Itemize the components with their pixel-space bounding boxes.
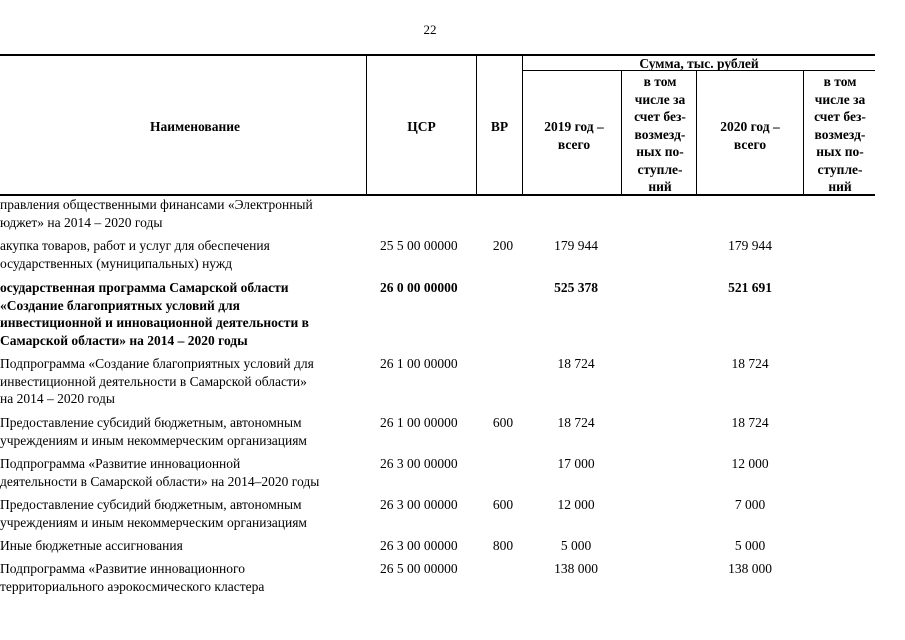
col-divider-2020-incl <box>803 70 804 195</box>
page-number: 22 <box>423 22 437 37</box>
row-name: Подпрограмма «Создание благоприятных условий для инвестиционной деятельности в Самарской области» на 2014 – 2020 годы <box>0 356 314 406</box>
row-csr: 26 3 00 00000 <box>380 456 458 471</box>
row-2019-total: 12 000 <box>557 497 595 512</box>
header-sum: Сумма, тыс. рублей <box>639 56 759 71</box>
row-csr: 26 0 00 00000 <box>380 280 458 295</box>
row-name: Предоставление субсидий бюджетным, автономным учреждениям и иным некоммерческим организациям <box>0 497 307 530</box>
row-2019-total: 179 944 <box>554 238 598 253</box>
header-2020-total: 2020 год – всего <box>720 119 780 152</box>
row-2019-total: 18 724 <box>557 356 595 371</box>
col-divider-2020 <box>696 70 697 195</box>
row-csr: 25 5 00 00000 <box>380 238 458 253</box>
row-2019-total: 138 000 <box>554 561 598 576</box>
row-2020-total: 18 724 <box>731 356 769 371</box>
row-2020-total: 18 724 <box>731 415 769 430</box>
row-vr: 800 <box>492 538 514 553</box>
header-2019-incl: в том числе за счет без-возмезд-ных по-ступле-ний <box>634 74 686 194</box>
row-2019-total: 18 724 <box>557 415 595 430</box>
row-vr: 200 <box>492 238 514 253</box>
header-csr: ЦСР <box>407 119 436 134</box>
row-name: осударственная программа Самарской области «Создание благоприятных условий для инвестиционной и инновационной деятельности в Самарской области» на 2014 – 2020 годы <box>0 280 309 348</box>
row-csr: 26 1 00 00000 <box>380 356 458 371</box>
row-name: Подпрограмма «Развитие инновационного территориального аэрокосмического кластера <box>0 561 265 594</box>
row-2020-total: 7 000 <box>734 497 766 512</box>
row-2019-total: 525 378 <box>554 280 598 295</box>
row-2019-total: 5 000 <box>560 538 592 553</box>
row-name: акупка товаров, работ и услуг для обеспечения осударственных (муниципальных) нужд <box>0 238 270 271</box>
row-2020-total: 179 944 <box>728 238 772 253</box>
header-vr: ВР <box>490 119 509 134</box>
row-name: правления общественными финансами «Электронный юджет» на 2014 – 2020 годы <box>0 197 313 230</box>
col-divider-2019-incl <box>621 70 622 195</box>
row-csr: 26 1 00 00000 <box>380 415 458 430</box>
row-2020-total: 521 691 <box>728 280 772 295</box>
row-name: Иные бюджетные ассигнования <box>0 538 183 553</box>
header-2019-total: 2019 год – всего <box>544 119 604 152</box>
row-name: Подпрограмма «Развитие инновационной деятельности в Самарской области» на 2014–2020 годы <box>0 456 320 489</box>
header-name: Наименование <box>150 119 240 134</box>
row-2020-total: 5 000 <box>734 538 766 553</box>
row-csr: 26 3 00 00000 <box>380 538 458 553</box>
row-2020-total: 138 000 <box>728 561 772 576</box>
row-csr: 26 5 00 00000 <box>380 561 458 576</box>
row-2019-total: 17 000 <box>557 456 595 471</box>
row-name: Предоставление субсидий бюджетным, автономным учреждениям и иным некоммерческим организациям <box>0 415 307 448</box>
row-csr: 26 3 00 00000 <box>380 497 458 512</box>
header-2020-incl: в том числе за счет без-возмезд-ных по-ступле-ний <box>814 74 866 194</box>
row-vr: 600 <box>492 415 514 430</box>
col-divider-sum <box>522 54 523 195</box>
row-2020-total: 12 000 <box>731 456 769 471</box>
row-vr: 600 <box>492 497 514 512</box>
